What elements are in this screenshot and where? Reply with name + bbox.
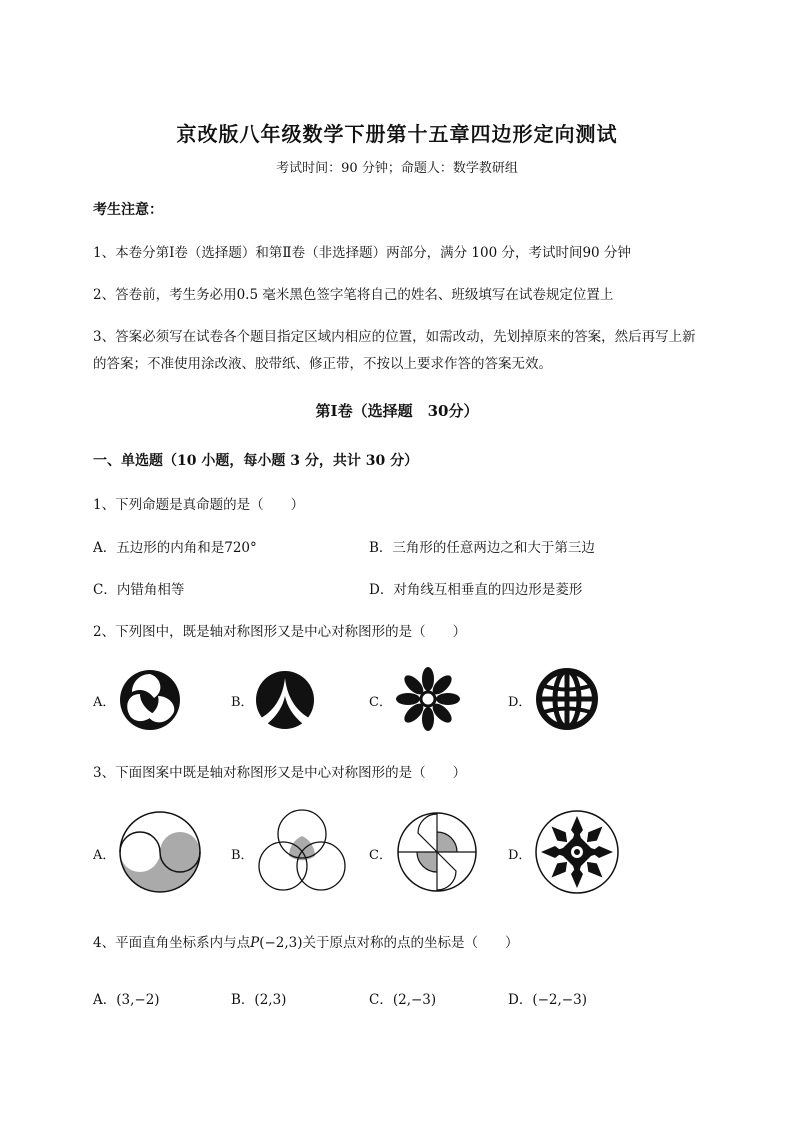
q3-figure-d[interactable] bbox=[533, 808, 621, 896]
q4-stem-before: 4、平面直角坐标系内与点 bbox=[93, 935, 251, 951]
q2-label-b: B． bbox=[231, 695, 254, 710]
q4-option-a-label: A． bbox=[93, 992, 117, 1008]
q3-figure-a[interactable] bbox=[117, 809, 203, 895]
notice-item-1: 1、本卷分第Ⅰ卷（选择题）和第Ⅱ卷（非选择题）两部分，满分 100 分，考试时间90 分钟 bbox=[93, 245, 631, 261]
q4-option-a bbox=[93, 988, 160, 1008]
q4-option-b-label: B． bbox=[231, 992, 255, 1008]
q2-label-d: D． bbox=[508, 695, 532, 710]
q4-option-c-label: C． bbox=[369, 992, 393, 1008]
q3-label-c: C． bbox=[369, 848, 392, 863]
q3-stem: 3、下面图案中既是轴对称图形又是中心对称图形的是（ ） bbox=[93, 765, 467, 781]
q4-option-d bbox=[508, 988, 587, 1008]
q2-label-a: A． bbox=[93, 695, 116, 710]
exam-info: 考试时间：90 分钟；命题人：数学教研组 bbox=[276, 161, 518, 176]
q3-label-d: D． bbox=[508, 848, 532, 863]
q2-figure-a[interactable] bbox=[118, 668, 182, 732]
q4-option-c-value: (2,−3) bbox=[392, 992, 437, 1008]
notice-heading: 考生注意： bbox=[93, 202, 163, 218]
q2-label-c: C． bbox=[369, 695, 392, 710]
q1-option-b: B．三角形的任意两边之和大于第三边 bbox=[369, 540, 595, 556]
q3-label-b: B． bbox=[231, 848, 254, 863]
q2-figure-d[interactable] bbox=[534, 666, 600, 732]
q4-option-b bbox=[231, 988, 286, 1008]
q1-option-c: C．内错角相等 bbox=[93, 582, 185, 598]
q4-point-name: P bbox=[250, 935, 260, 951]
section-title: 第Ⅰ卷（选择题 30分） bbox=[315, 402, 479, 420]
q3-label-a: A． bbox=[93, 848, 116, 863]
q4-point-coords: (−2,3) bbox=[259, 935, 303, 951]
part-title: 一、单选题（10 小题，每小题 3 分，共计 30 分） bbox=[93, 453, 419, 469]
q4-stem bbox=[93, 931, 519, 951]
q3-figure-b[interactable] bbox=[255, 806, 349, 894]
q1-stem: 1、下列命题是真命题的是（ ） bbox=[93, 497, 305, 513]
notice-item-3: 3、答案必须写在试卷各个题目指定区域内相应的位置，如需改动，先划掉原来的答案，然后再写上新 bbox=[93, 329, 696, 345]
q2-stem: 2、下列图中，既是轴对称图形又是中心对称图形的是（ ） bbox=[93, 624, 467, 640]
q1-option-a: A．五边形的内角和是720° bbox=[93, 540, 257, 556]
q2-figure-c[interactable] bbox=[395, 666, 461, 732]
q4-option-c bbox=[369, 988, 436, 1008]
q4-option-b-value: (2,3) bbox=[254, 992, 287, 1008]
notice-item-3-cont: 的答案；不准使用涂改液、胶带纸、修正带，不按以上要求作答的答案无效。 bbox=[93, 356, 552, 372]
q4-option-d-value: (−2,−3) bbox=[532, 992, 587, 1008]
q3-figure-c[interactable] bbox=[394, 809, 480, 895]
notice-item-2: 2、答卷前，考生务必用0.5 毫米黑色签字笔将自己的姓名、班级填写在试卷规定位置上 bbox=[93, 287, 614, 303]
q2-figure-b[interactable] bbox=[255, 668, 315, 732]
q4-option-d-label: D． bbox=[508, 992, 533, 1008]
q4-option-a-value: (3,−2) bbox=[116, 992, 160, 1008]
q1-option-d: D．对角线互相垂直的四边形是菱形 bbox=[369, 582, 583, 598]
q4-stem-after: 关于原点对称的点的坐标是（ ） bbox=[302, 935, 519, 951]
page-title: 京改版八年级数学下册第十五章四边形定向测试 bbox=[176, 122, 618, 146]
